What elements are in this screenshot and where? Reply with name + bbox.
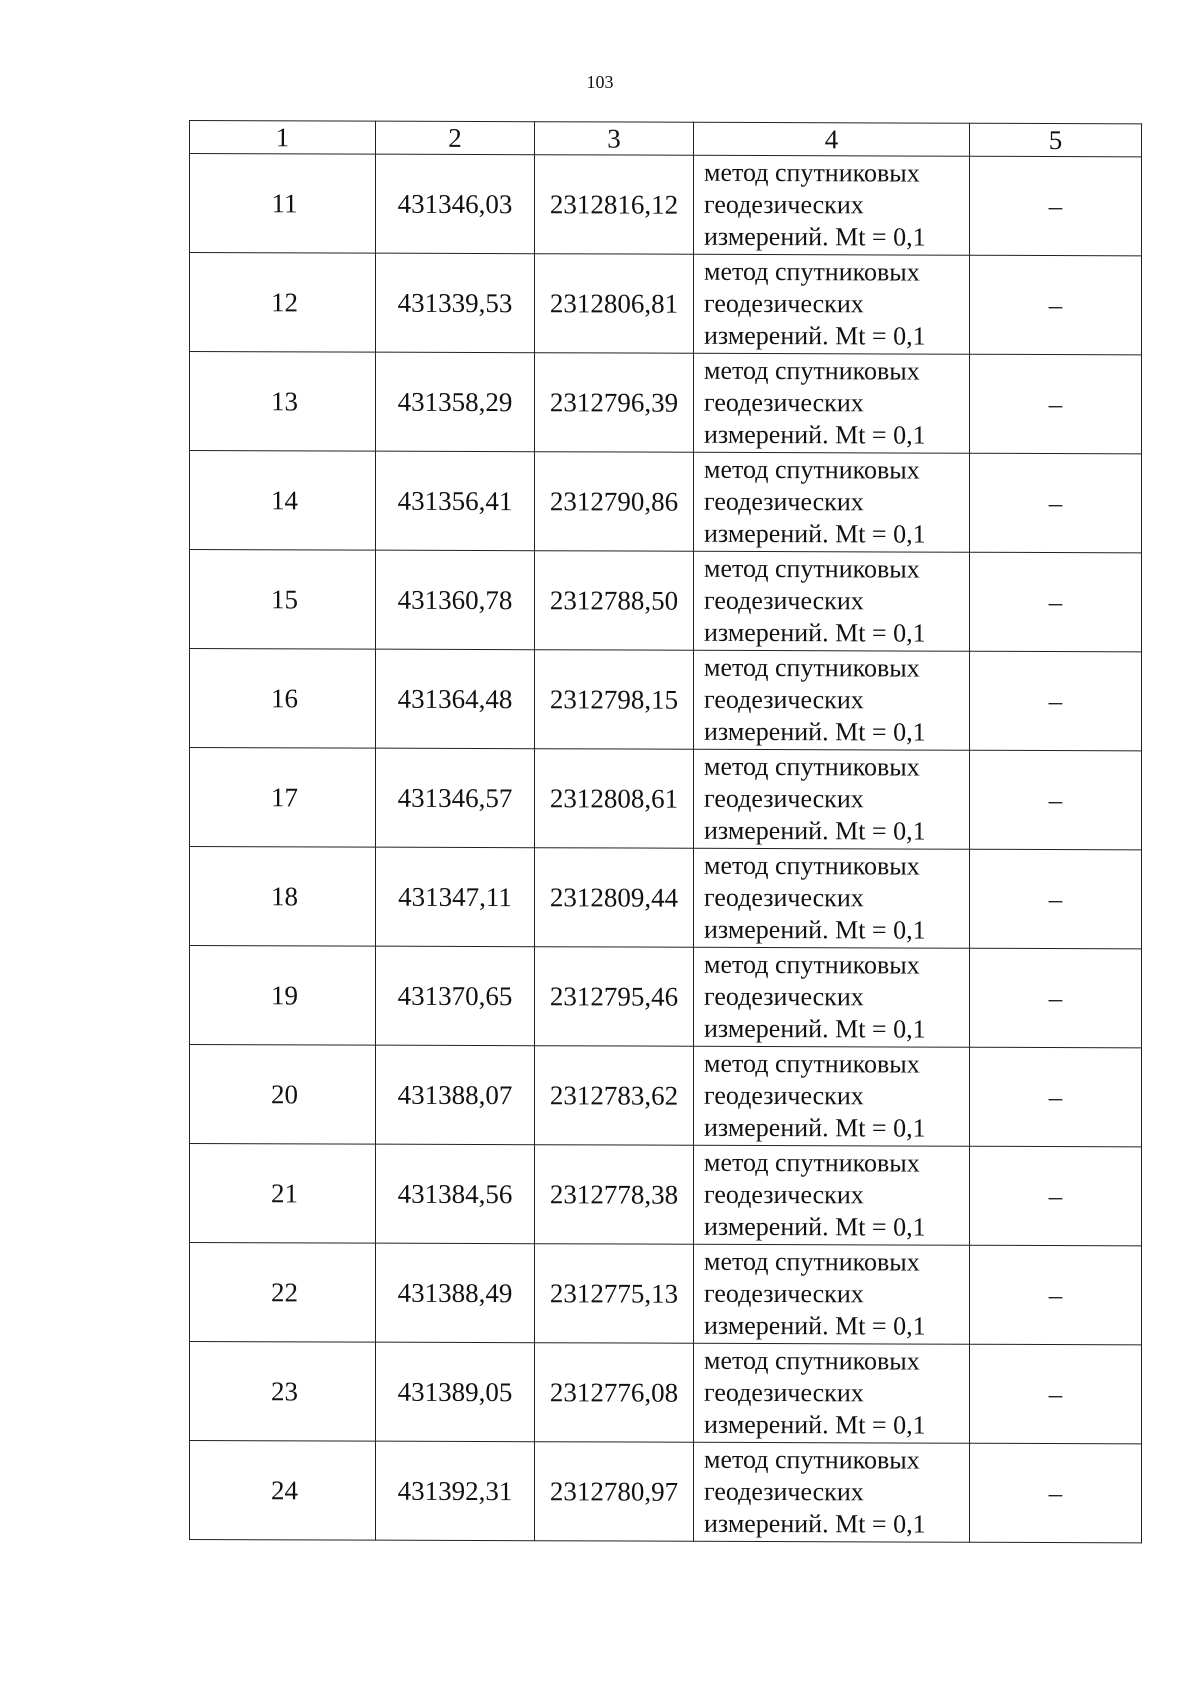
note-cell: – xyxy=(970,1047,1142,1147)
method-line: измерений. Mt = 0,1 xyxy=(704,914,926,945)
method-cell xyxy=(694,749,970,849)
x-coordinate-cell: 431360,78 xyxy=(376,550,535,650)
method-cell xyxy=(694,848,970,948)
method-line: измерений. Mt = 0,1 xyxy=(704,1013,926,1044)
method-line: измерений. Mt = 0,1 xyxy=(704,617,926,648)
point-number-cell: 22 xyxy=(190,1243,376,1343)
method-line: геодезических xyxy=(704,387,864,418)
note-cell: – xyxy=(970,1443,1142,1543)
table-row xyxy=(190,253,1142,355)
method-cell xyxy=(694,1442,970,1542)
point-number-cell: 16 xyxy=(190,649,376,749)
x-coordinate-cell: 431388,49 xyxy=(376,1243,535,1343)
y-coordinate-cell: 2312776,08 xyxy=(535,1343,694,1443)
x-coordinate-cell: 431346,03 xyxy=(376,154,535,254)
y-coordinate-cell: 2312816,12 xyxy=(535,155,694,255)
table-row xyxy=(190,550,1142,652)
method-line: измерений. Mt = 0,1 xyxy=(704,1310,926,1341)
method-line: геодезических xyxy=(704,783,864,814)
method-line: метод спутниковых xyxy=(704,256,920,287)
note-cell: – xyxy=(970,255,1142,355)
y-coordinate-cell: 2312796,39 xyxy=(535,353,694,453)
header-cell-5: 5 xyxy=(970,123,1142,157)
point-number-cell: 15 xyxy=(190,550,376,650)
x-coordinate-cell: 431364,48 xyxy=(376,649,535,749)
table-row xyxy=(190,1144,1142,1246)
method-line: метод спутниковых xyxy=(704,355,920,386)
method-cell xyxy=(694,254,970,354)
table-row xyxy=(190,352,1142,454)
method-line: измерений. Mt = 0,1 xyxy=(704,1409,926,1440)
header-cell-2: 2 xyxy=(376,121,535,155)
table-row xyxy=(190,748,1142,850)
method-line: геодезических xyxy=(704,684,864,715)
method-line: геодезических xyxy=(704,882,864,913)
method-line: метод спутниковых xyxy=(704,553,920,584)
note-cell: – xyxy=(970,552,1142,652)
y-coordinate-cell: 2312790,86 xyxy=(535,452,694,552)
note-cell: – xyxy=(970,354,1142,454)
method-cell xyxy=(694,1244,970,1344)
method-cell xyxy=(694,947,970,1047)
method-cell xyxy=(694,650,970,750)
y-coordinate-cell: 2312795,46 xyxy=(535,947,694,1047)
method-line: метод спутниковых xyxy=(704,157,920,188)
point-number-cell: 20 xyxy=(190,1045,376,1145)
note-cell: – xyxy=(970,948,1142,1048)
method-line: метод спутниковых xyxy=(704,1345,920,1376)
method-line: геодезических xyxy=(704,1080,864,1111)
method-line: измерений. Mt = 0,1 xyxy=(704,815,926,846)
x-coordinate-cell: 431356,41 xyxy=(376,451,535,551)
x-coordinate-cell: 431347,11 xyxy=(376,847,535,947)
y-coordinate-cell: 2312808,61 xyxy=(535,749,694,849)
method-line: метод спутниковых xyxy=(704,1048,920,1079)
coordinates-table xyxy=(189,120,1142,1543)
note-cell: – xyxy=(970,849,1142,949)
coordinates-table-wrapper xyxy=(189,120,1141,1543)
point-number-cell: 14 xyxy=(190,451,376,551)
header-cell-3: 3 xyxy=(535,122,694,156)
note-cell: – xyxy=(970,453,1142,553)
method-line: метод спутниковых xyxy=(704,751,920,782)
header-row xyxy=(190,121,1142,157)
header-cell-4: 4 xyxy=(694,122,970,156)
y-coordinate-cell: 2312788,50 xyxy=(535,551,694,651)
table-row xyxy=(190,946,1142,1048)
table-row xyxy=(190,1441,1142,1543)
table-body xyxy=(190,154,1142,1543)
method-line: геодезических xyxy=(704,288,864,319)
table-row xyxy=(190,649,1142,751)
note-cell: – xyxy=(970,1245,1142,1345)
x-coordinate-cell: 431370,65 xyxy=(376,946,535,1046)
table-row xyxy=(190,847,1142,949)
method-line: геодезических xyxy=(704,981,864,1012)
x-coordinate-cell: 431358,29 xyxy=(376,352,535,452)
method-line: измерений. Mt = 0,1 xyxy=(704,419,926,450)
y-coordinate-cell: 2312778,38 xyxy=(535,1145,694,1245)
page-number: 103 xyxy=(586,72,614,92)
method-line: измерений. Mt = 0,1 xyxy=(704,221,926,252)
x-coordinate-cell: 431389,05 xyxy=(376,1342,535,1442)
y-coordinate-cell: 2312780,97 xyxy=(535,1442,694,1542)
method-line: метод спутниковых xyxy=(704,949,920,980)
method-cell xyxy=(694,353,970,453)
point-number-cell: 17 xyxy=(190,748,376,848)
header-cell-1: 1 xyxy=(190,121,376,155)
method-line: геодезических xyxy=(704,189,864,220)
point-number-cell: 21 xyxy=(190,1144,376,1244)
method-line: метод спутниковых xyxy=(704,1246,920,1277)
note-cell: – xyxy=(970,750,1142,850)
y-coordinate-cell: 2312809,44 xyxy=(535,848,694,948)
table-row xyxy=(190,1342,1142,1444)
method-line: геодезических xyxy=(704,1179,864,1210)
note-cell: – xyxy=(970,156,1142,256)
method-line: измерений. Mt = 0,1 xyxy=(704,716,926,747)
method-line: метод спутниковых xyxy=(704,850,920,881)
y-coordinate-cell: 2312783,62 xyxy=(535,1046,694,1146)
method-line: геодезических xyxy=(704,585,864,616)
method-line: геодезических xyxy=(704,1377,864,1408)
method-cell xyxy=(694,1343,970,1443)
y-coordinate-cell: 2312798,15 xyxy=(535,650,694,750)
method-line: геодезических xyxy=(704,1278,864,1309)
table-row xyxy=(190,1045,1142,1147)
note-cell: – xyxy=(970,1146,1142,1246)
method-cell xyxy=(694,551,970,651)
point-number-cell: 11 xyxy=(190,154,376,254)
table-row xyxy=(190,154,1142,256)
method-line: метод спутниковых xyxy=(704,1444,920,1475)
y-coordinate-cell: 2312775,13 xyxy=(535,1244,694,1344)
method-line: метод спутниковых xyxy=(704,1147,920,1178)
point-number-cell: 12 xyxy=(190,253,376,353)
method-cell xyxy=(694,155,970,255)
note-cell: – xyxy=(970,1344,1142,1444)
method-line: метод спутниковых xyxy=(704,454,920,485)
x-coordinate-cell: 431346,57 xyxy=(376,748,535,848)
method-line: измерений. Mt = 0,1 xyxy=(704,1211,926,1242)
point-number-cell: 18 xyxy=(190,847,376,947)
y-coordinate-cell: 2312806,81 xyxy=(535,254,694,354)
method-cell xyxy=(694,1145,970,1245)
method-cell xyxy=(694,452,970,552)
method-line: метод спутниковых xyxy=(704,652,920,683)
method-line: измерений. Mt = 0,1 xyxy=(704,1112,926,1143)
method-line: измерений. Mt = 0,1 xyxy=(704,518,926,549)
method-line: геодезических xyxy=(704,1476,864,1507)
method-line: измерений. Mt = 0,1 xyxy=(704,1508,926,1539)
point-number-cell: 23 xyxy=(190,1342,376,1442)
x-coordinate-cell: 431384,56 xyxy=(376,1144,535,1244)
method-line: геодезических xyxy=(704,486,864,517)
note-cell: – xyxy=(970,651,1142,751)
point-number-cell: 24 xyxy=(190,1441,376,1541)
x-coordinate-cell: 431388,07 xyxy=(376,1045,535,1145)
point-number-cell: 13 xyxy=(190,352,376,452)
point-number-cell: 19 xyxy=(190,946,376,1046)
method-cell xyxy=(694,1046,970,1146)
x-coordinate-cell: 431339,53 xyxy=(376,253,535,353)
table-row xyxy=(190,451,1142,553)
table-row xyxy=(190,1243,1142,1345)
method-line: измерений. Mt = 0,1 xyxy=(704,320,926,351)
x-coordinate-cell: 431392,31 xyxy=(376,1441,535,1541)
